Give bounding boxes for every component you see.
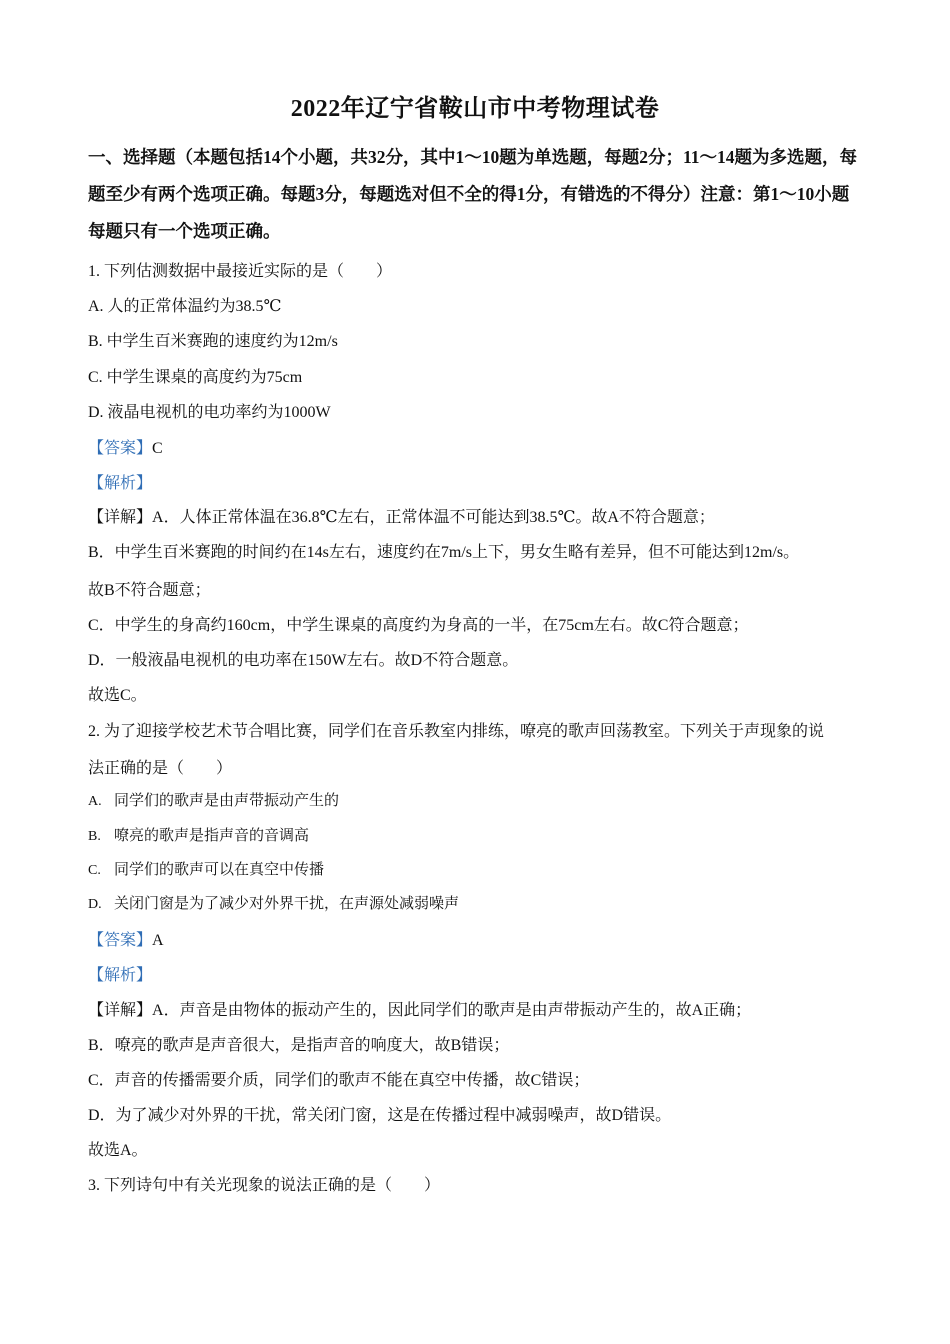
question-2-detail-b: B．嘹亮的歌声是声音很大，是指声音的响度大，故B错误； (88, 1037, 510, 1054)
option-letter: A. (88, 794, 102, 809)
question-2-analysis-label: 【解析】 (88, 967, 153, 984)
option-text: 同学们的歌声可以在真空中传播 (114, 862, 325, 878)
answer-label: 【答案】 (88, 932, 153, 949)
question-1-stem: 1. 下列估测数据中最接近实际的是（ ） (88, 263, 393, 280)
question-2-option-d (88, 892, 459, 913)
question-3-stem: 3. 下列诗句中有关光现象的说法正确的是（ ） (88, 1177, 441, 1194)
question-2-detail-a (88, 997, 751, 1020)
question-1-answer (88, 435, 163, 458)
question-2-stem-line-1: 2. 为了迎接学校艺术节合唱比赛，同学们在音乐教室内排练，嘹亮的歌声回荡教室。下列关于声现象的说 (88, 723, 825, 740)
answer-value: C (152, 440, 163, 457)
question-2-stem-line-2: 法正确的是（ ） (88, 760, 233, 777)
question-2-option-c (88, 858, 324, 879)
question-1-detail-a (88, 504, 715, 527)
question-1-detail-b-cont: 故B不符合题意； (88, 582, 211, 599)
option-text: 关闭门窗是为了减少对外界干扰，在声源处减弱噪声 (114, 896, 460, 912)
answer-value: A (152, 932, 164, 949)
option-letter: B. (88, 829, 101, 844)
page-title: 2022年辽宁省鞍山市中考物理试卷 (290, 96, 660, 122)
question-1-option-a: A. 人的正常体温约为38.5℃ (88, 298, 282, 315)
option-text: 同学们的歌声是由声带振动产生的 (114, 793, 340, 809)
question-1-analysis-label: 【解析】 (88, 475, 153, 492)
option-letter: D. (88, 897, 102, 912)
question-1-option-b: B. 中学生百米赛跑的速度约为12m/s (88, 333, 338, 350)
question-1-detail-d: D．一般液晶电视机的电功率在150W左右。故D不符合题意。 (88, 652, 519, 669)
detail-label: 【详解】 (88, 509, 153, 526)
option-letter: C. (88, 863, 101, 878)
question-1-option-c: C. 中学生课桌的高度约为75cm (88, 369, 303, 386)
detail-label: 【详解】 (88, 1002, 153, 1019)
question-2-detail-c: C．声音的传播需要介质，同学们的歌声不能在真空中传播，故C错误； (88, 1072, 590, 1089)
question-1-detail-b: B．中学生百米赛跑的时间约在14s左右，速度约在7m/s上下，男女生略有差异，但不可能达到12m/s。 (88, 544, 800, 561)
question-2-answer (88, 927, 164, 950)
question-2-conclusion: 故选A。 (88, 1142, 148, 1159)
question-1-detail-c: C．中学生的身高约160cm，中学生课桌的高度约为身高的一半，在75cm左右。故C符合题意； (88, 617, 749, 634)
option-text: 嘹亮的歌声是指声音的音调高 (114, 828, 310, 844)
answer-label: 【答案】 (88, 440, 153, 457)
detail-text: A．人体正常体温在36.8℃左右，正常体温不可能达到38.5℃。故A不符合题意； (152, 509, 715, 526)
question-2-option-a (88, 789, 339, 810)
question-1-conclusion: 故选C。 (88, 687, 147, 704)
question-1-option-d: D. 液晶电视机的电功率约为1000W (88, 404, 331, 421)
detail-text: A．声音是由物体的振动产生的，因此同学们的歌声是由声带振动产生的，故A正确； (152, 1002, 752, 1019)
section-heading: 一、选择题（本题包括14个小题，共32分，其中1～10题为单选题，每题2分；11～14题为多选题，每题至少有两个选项正确。每题3分，每题选对但不全的得1分，有错选的不得分）注意：第1～10小题每题只有一个选项正确。 (88, 147, 858, 241)
question-2-option-b (88, 824, 309, 845)
question-2-detail-d: D．为了减少对外界的干扰，常关闭门窗，这是在传播过程中减弱噪声，故D错误。 (88, 1107, 672, 1124)
